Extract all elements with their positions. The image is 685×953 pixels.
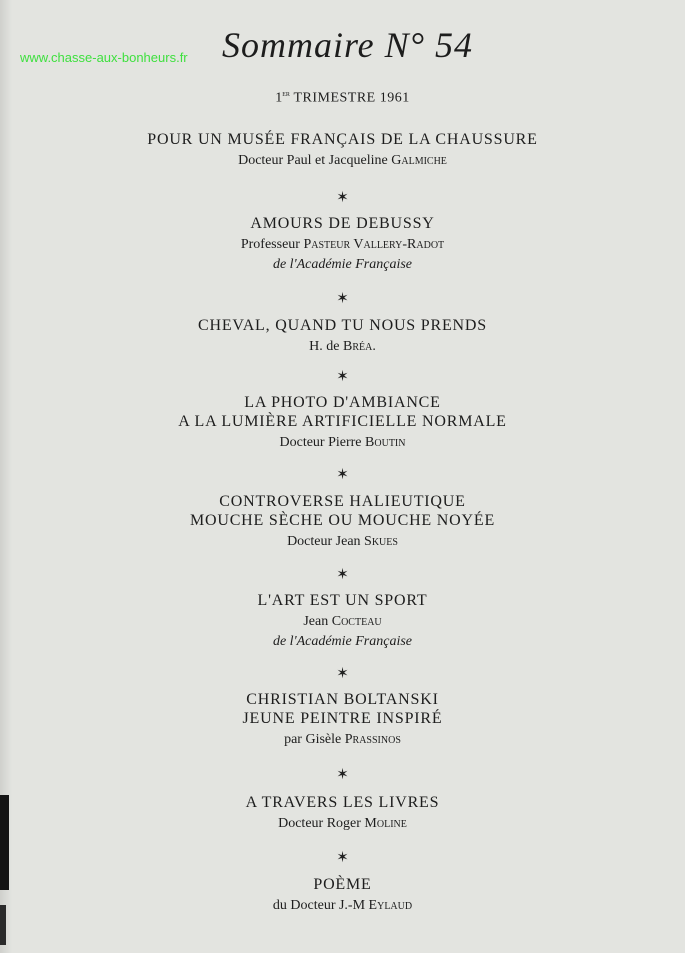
article-title-line: LA PHOTO D'AMBIANCE: [244, 394, 441, 411]
toc-entry: [0, 591, 685, 652]
article-title-line: POÈME: [313, 876, 372, 893]
separator-star-icon: ✶: [336, 369, 349, 385]
author-prefix: Docteur Jean: [287, 534, 365, 549]
article-title-line: A LA LUMIÈRE ARTIFICIELLE NORMALE: [178, 413, 507, 430]
author-surname: Moline: [364, 816, 407, 831]
watermark-url: www.chasse-aux-bonheurs.fr: [20, 50, 188, 65]
article-title-line: AMOURS DE DEBUSSY: [250, 215, 435, 232]
separator-star-icon: ✶: [336, 190, 349, 206]
article-title-line: POUR UN MUSÉE FRANÇAIS DE LA CHAUSSURE: [147, 131, 538, 148]
author-prefix: Docteur Pierre: [279, 435, 366, 450]
author-prefix: Docteur Paul et Jacqueline: [238, 153, 392, 168]
author-affiliation: de l'Académie Française: [272, 257, 413, 272]
article-author: [0, 532, 685, 552]
article-author: [0, 612, 685, 632]
author-affiliation: de l'Académie Française: [272, 634, 413, 649]
separator-star-icon: ✶: [336, 467, 349, 483]
issue-subtitle: [0, 88, 685, 107]
separator-star-icon: ✶: [336, 767, 349, 783]
author-surname: Boutin: [365, 435, 406, 450]
author-surname: Eylaud: [368, 898, 413, 913]
author-prefix: Professeur: [240, 237, 304, 252]
toc-entry: [0, 393, 685, 453]
author-prefix: Docteur Roger: [278, 816, 365, 831]
issue-ordinal-suffix: er: [282, 88, 290, 98]
author-surname: Pasteur Vallery-Radot: [303, 237, 445, 252]
toc-entry: [0, 492, 685, 552]
toc-entry: [0, 875, 685, 916]
article-author: [0, 896, 685, 916]
article-title-line: MOUCHE SÈCHE OU MOUCHE NOYÉE: [189, 512, 496, 529]
article-title-line: CONTROVERSE HALIEUTIQUE: [219, 493, 466, 510]
article-title-line: L'ART EST UN SPORT: [257, 592, 428, 609]
toc-entry: [0, 793, 685, 834]
separator-star-icon: ✶: [336, 291, 349, 307]
separator-star-icon: ✶: [336, 666, 349, 682]
toc-entry: [0, 690, 685, 750]
article-title-line: CHEVAL, QUAND TU NOUS PRENDS: [198, 317, 487, 334]
article-author: [0, 235, 685, 255]
author-prefix: par Gisèle: [284, 732, 345, 747]
author-prefix: du Docteur J.-M: [272, 898, 369, 913]
article-title-line: JEUNE PEINTRE INSPIRÉ: [242, 710, 443, 727]
author-surname: Skues: [364, 534, 398, 549]
author-surname: Bréa.: [342, 339, 376, 354]
separator-star-icon: ✶: [336, 567, 349, 583]
article-author: [0, 814, 685, 834]
separator-star-icon: ✶: [336, 850, 349, 866]
author-surname: Cocteau: [331, 614, 382, 629]
article-title-line: A TRAVERS LES LIVRES: [245, 794, 440, 811]
author-prefix: H. de: [309, 339, 343, 354]
toc-entry: [0, 214, 685, 275]
toc-entry: [0, 130, 685, 171]
author-surname: Galmiche: [391, 153, 447, 168]
author-surname: Prassinos: [344, 732, 401, 747]
article-title-line: CHRISTIAN BOLTANSKI: [246, 691, 439, 708]
author-prefix: Jean: [303, 614, 332, 629]
toc-entry: [0, 316, 685, 357]
article-author: [0, 151, 685, 171]
article-author: [0, 730, 685, 750]
issue-period: TRIMESTRE 1961: [293, 90, 410, 106]
article-author: [0, 433, 685, 453]
page-title-block: [0, 24, 685, 66]
article-author: [0, 337, 685, 357]
page-title: Sommaire N° 54: [221, 25, 474, 65]
issue-ordinal-number: 1: [275, 90, 283, 106]
